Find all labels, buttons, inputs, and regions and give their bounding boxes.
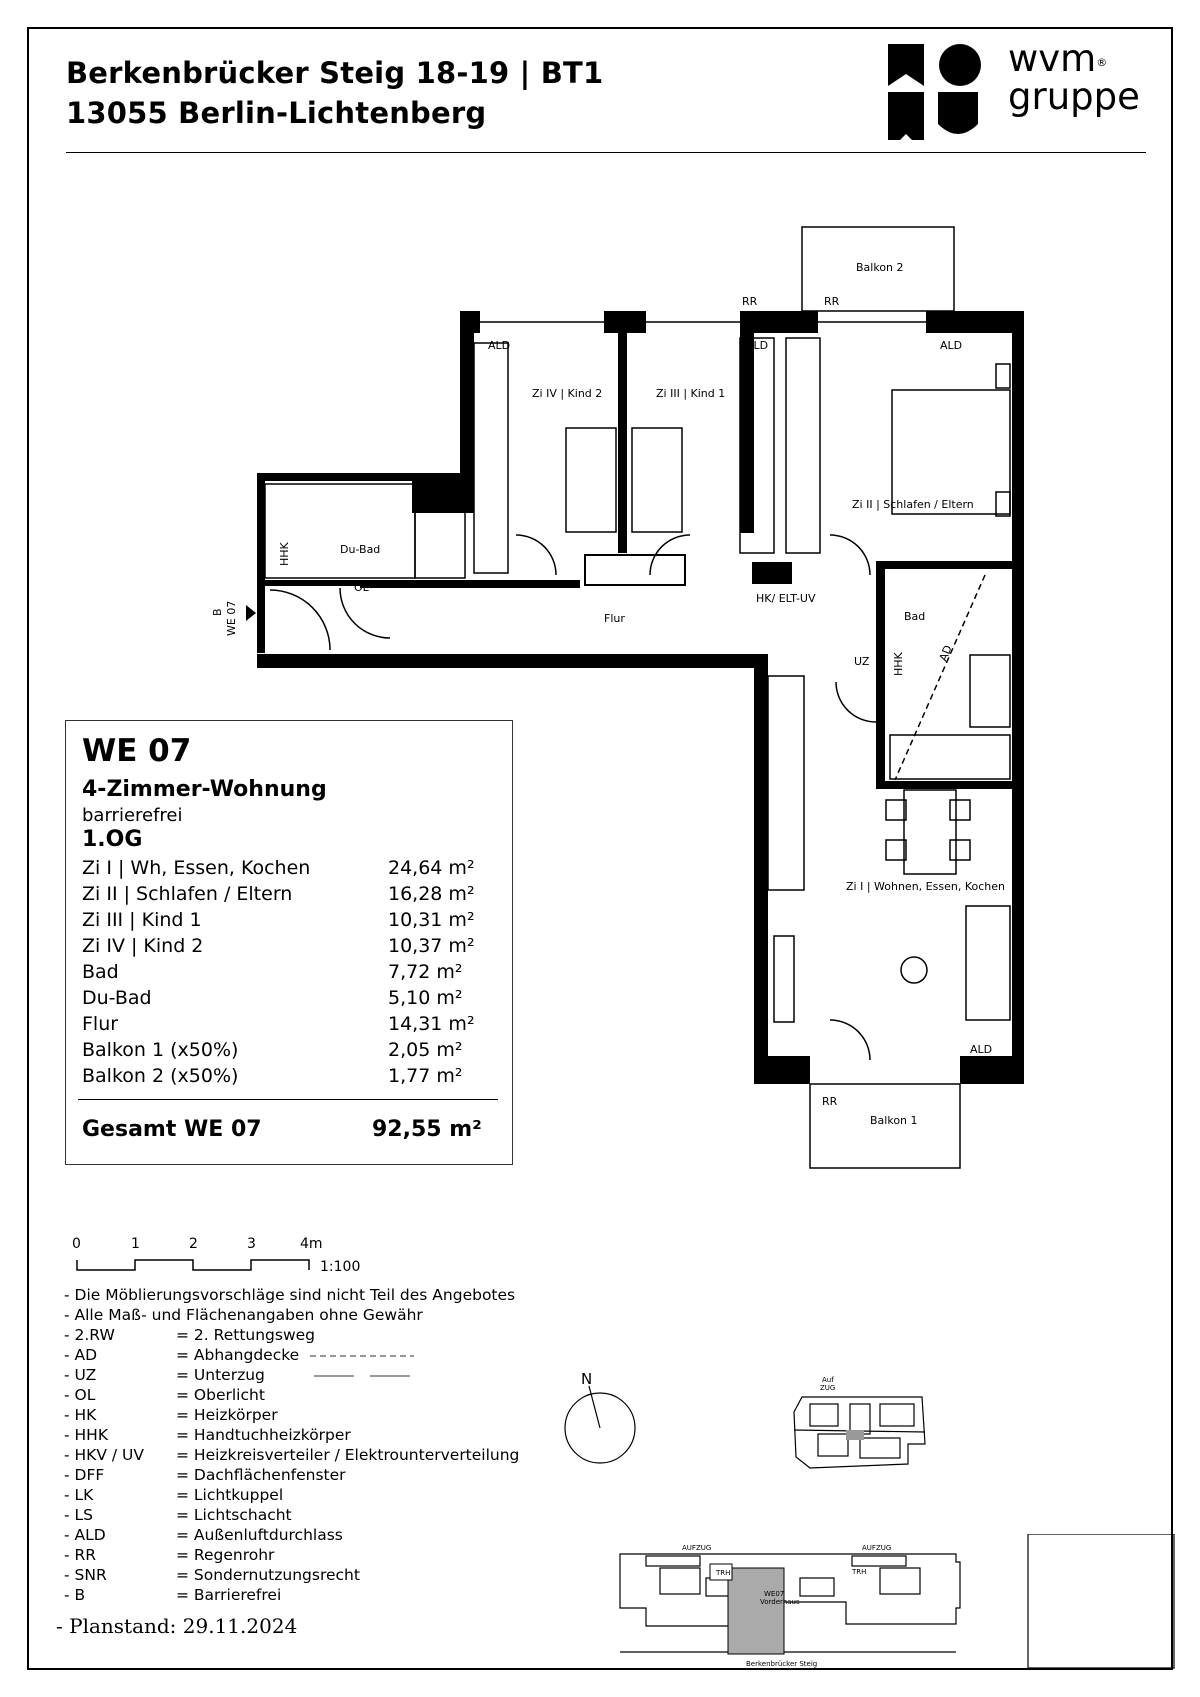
label-balkon-1: Balkon 1 (870, 1114, 918, 1127)
svg-text:AUFZUG: AUFZUG (862, 1544, 892, 1552)
label-ad: AD (936, 643, 955, 664)
label-balkon-2: Balkon 2 (856, 261, 904, 274)
entry-arrow-icon (246, 605, 256, 621)
label-entry-we: WE 07 (225, 600, 238, 636)
svg-text:1: 1 (131, 1236, 140, 1252)
label-zi-1: Zi I | Wohnen, Essen, Kochen (846, 880, 1005, 893)
label-ald-2: ALD (746, 339, 769, 352)
svg-text:ZUG: ZUG (820, 1384, 836, 1392)
unit-floor: 1.OG (82, 827, 143, 852)
svg-text:4m: 4m (300, 1236, 323, 1252)
legend-line-samples (310, 1350, 420, 1380)
brand-line-1: wvm® (1008, 37, 1108, 80)
label-hhk-2: HHK (892, 652, 905, 676)
svg-text:TRH: TRH (716, 1569, 731, 1577)
svg-text:Vorderhaus: Vorderhaus (760, 1598, 800, 1606)
label-zi-3: Zi III | Kind 1 (656, 387, 726, 400)
unit-info-box: WE 07 4-Zimmer-Wohnung barrierefrei 1.OG Zi I | Wh, Essen, Kochen 24,64 m² Zi II | Schlafen / Eltern 16,28 m² Zi III | Kind 1 10,31 m² Zi IV | Kind 2 10,37 m² Bad 7,72 m² Du-Bad 5,10 m² Flur 14,31 m² Balkon 1 (x50%) 2,05 m² Balkon 2 (x50%) 1,77 m² Gesamt WE 07 92,55 m² (65, 720, 513, 1165)
label-zi-2: Zi II | Schlafen / Eltern (852, 498, 974, 511)
key-plan-site (616, 1534, 1176, 1670)
label-bad: Bad (904, 610, 926, 623)
label-flur: Flur (604, 612, 625, 625)
label-ald-4: ALD (970, 1043, 993, 1056)
compass (560, 1368, 650, 1478)
key-plan-mini (790, 1372, 940, 1482)
label-ald-3: ALD (940, 339, 963, 352)
svg-text:2: 2 (189, 1236, 198, 1252)
scale-bar (60, 1234, 380, 1284)
unit-type: 4-Zimmer-Wohnung (82, 777, 327, 802)
svg-text:Auf: Auf (822, 1376, 834, 1384)
note-1: - Die Möblierungsvorschläge sind nicht Teil des Angebotes (64, 1286, 516, 1304)
svg-text:0: 0 (72, 1236, 81, 1252)
address-line-1: Berkenbrücker Steig 18-19 | BT1 (66, 56, 604, 90)
svg-text:TRH: TRH (852, 1568, 867, 1576)
brand-line-2: gruppe (1008, 75, 1140, 118)
label-rr-1: RR (742, 295, 758, 308)
svg-text:3: 3 (247, 1236, 256, 1252)
label-entry-b: B (211, 608, 224, 616)
label-hhk-1: HHK (278, 542, 291, 566)
unit-number: WE 07 (82, 733, 192, 769)
label-uz: UZ (854, 655, 870, 668)
unit-access: barrierefrei (82, 805, 183, 826)
svg-text:WE07: WE07 (764, 1590, 785, 1598)
label-ald-1: ALD (488, 339, 511, 352)
label-du-bad: Du-Bad (340, 543, 381, 556)
address-line-2: 13055 Berlin-Lichtenberg (66, 96, 487, 130)
label-rr-2: RR (824, 295, 840, 308)
north-label: N (581, 1370, 593, 1388)
label-zi-4: Zi IV | Kind 2 (532, 387, 603, 400)
total-divider (78, 1099, 498, 1100)
svg-text:Berkenbrücker Steig: Berkenbrücker Steig (746, 1660, 818, 1668)
label-ol: OL (354, 581, 369, 594)
svg-text:1:100: 1:100 (320, 1259, 361, 1275)
label-rr-3: RR (822, 1095, 838, 1108)
label-hk-elt: HK/ ELT-UV (756, 592, 816, 605)
svg-text:AUFZUG: AUFZUG (682, 1544, 712, 1552)
planstand-date: - Planstand: 29.11.2024 (56, 1614, 298, 1638)
note-2: - Alle Maß- und Flächenangaben ohne Gewähr (64, 1306, 423, 1324)
